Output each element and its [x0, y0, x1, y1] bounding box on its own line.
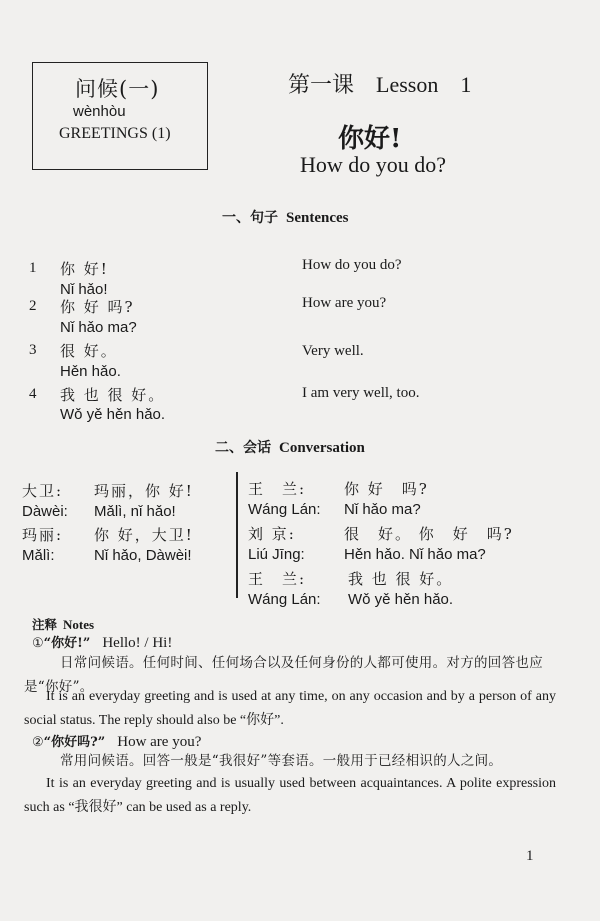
note-english-text: It is an everyday greeting and is usually used between acquaintances. A polite expression such as “我很好” can be used as a reply. — [24, 776, 556, 815]
lesson-chinese-title: 你好! — [338, 124, 402, 154]
note-chinese-text: 常用问候语。回答一般是“我很好”等套语。一般用于已经相识的人之间。 — [60, 753, 503, 769]
speaker-chinese: 王 兰: — [248, 480, 307, 498]
dialogue-chinese: 我 也 很 好。 — [348, 570, 454, 588]
note-gloss: How are you? — [117, 734, 202, 750]
notes-heading-en: Notes — [63, 617, 95, 632]
note-title — [32, 731, 201, 751]
sentence-pinyin: Nǐ hǎo! — [60, 281, 108, 298]
topic-english: GREETINGS (1) — [59, 125, 171, 142]
dialogue-chinese: 很 好。 你 好 吗? — [344, 525, 514, 543]
topic-chinese: 问候(一) — [75, 77, 160, 101]
conversation-heading — [215, 437, 365, 457]
notes-heading-cn: 注释 — [32, 617, 58, 632]
sentence-chinese: 很 好。 — [60, 342, 118, 360]
sentences-heading-cn: 一、句子 — [222, 210, 278, 226]
conversation-heading-cn: 二、会话 — [215, 440, 271, 456]
sentence-number: 1 — [29, 260, 37, 276]
sentences-heading-en: Sentences — [286, 210, 349, 226]
sentence-chinese: 你 好! — [60, 260, 109, 278]
dialogue-chinese: 你 好，大卫! — [94, 526, 194, 544]
notes-heading — [32, 615, 94, 633]
sentence-english: I am very well, too. — [302, 385, 420, 401]
sentence-pinyin: Nǐ hǎo ma? — [60, 319, 137, 336]
sentence-number: 3 — [29, 342, 37, 358]
note-title — [32, 632, 172, 652]
speaker-pinyin: Liú Jīng: — [248, 546, 305, 563]
note-english-text: It is an everyday greeting and is used at any time, on any occasion and by a person of any social status. The reply should also be “你好”. — [24, 689, 556, 728]
sentence-chinese: 我 也 很 好。 — [60, 386, 166, 404]
speaker-pinyin: Wáng Lán: — [248, 501, 321, 518]
note-chinese-text: 日常问候语。任何时间、任何场合以及任何身份的人都可使用。对方的回答也应是“你好”。 — [24, 655, 543, 695]
dialogue-pinyin: Wǒ yě hěn hǎo. — [348, 591, 454, 608]
note-phrase: “你好吗?” — [43, 735, 106, 750]
dialogue-chinese: 你 好 吗? — [344, 480, 429, 498]
sentence-number: 4 — [29, 386, 37, 402]
note-marker: ② — [32, 735, 44, 750]
sentence-english: Very well. — [302, 343, 364, 359]
dialogue-pinyin: Hěn hǎo. Nǐ hǎo ma? — [344, 546, 486, 563]
page-number: 1 — [526, 848, 534, 864]
sentences-heading — [222, 207, 349, 227]
lesson-title: 第一课 Lesson 1 — [288, 72, 472, 97]
topic-box — [32, 62, 208, 170]
speaker-pinyin: Mǎlì: — [22, 547, 55, 564]
lesson-english-title: How do you do? — [300, 152, 447, 177]
note-gloss: Hello! / Hi! — [102, 635, 173, 651]
sentence-english: How are you? — [302, 295, 387, 311]
speaker-chinese: 大卫: — [22, 482, 64, 500]
dialogue-chinese: 玛丽，你 好! — [94, 482, 194, 500]
speaker-chinese: 王 兰: — [248, 570, 307, 588]
speaker-chinese: 刘 京: — [248, 525, 296, 543]
conversation-heading-en: Conversation — [279, 440, 365, 456]
sentence-number: 2 — [29, 298, 37, 314]
note-marker: ① — [32, 636, 44, 651]
topic-pinyin: wènhòu — [73, 103, 126, 120]
speaker-pinyin: Dàwèi: — [22, 503, 68, 520]
sentence-chinese: 你 好 吗? — [60, 298, 135, 316]
sentence-pinyin: Hěn hǎo. — [60, 363, 121, 380]
note-phrase: “你好!” — [43, 636, 91, 651]
dialogue-pinyin: Nǐ hǎo, Dàwèi! — [94, 547, 192, 564]
speaker-pinyin: Wáng Lán: — [248, 591, 321, 608]
conversation-divider — [236, 472, 238, 598]
dialogue-pinyin: Mǎlì, nǐ hǎo! — [94, 503, 176, 520]
sentence-english: How do you do? — [302, 257, 402, 273]
sentence-pinyin: Wǒ yě hěn hǎo. — [60, 406, 166, 423]
speaker-chinese: 玛丽: — [22, 526, 64, 544]
dialogue-pinyin: Nǐ hǎo ma? — [344, 501, 421, 518]
